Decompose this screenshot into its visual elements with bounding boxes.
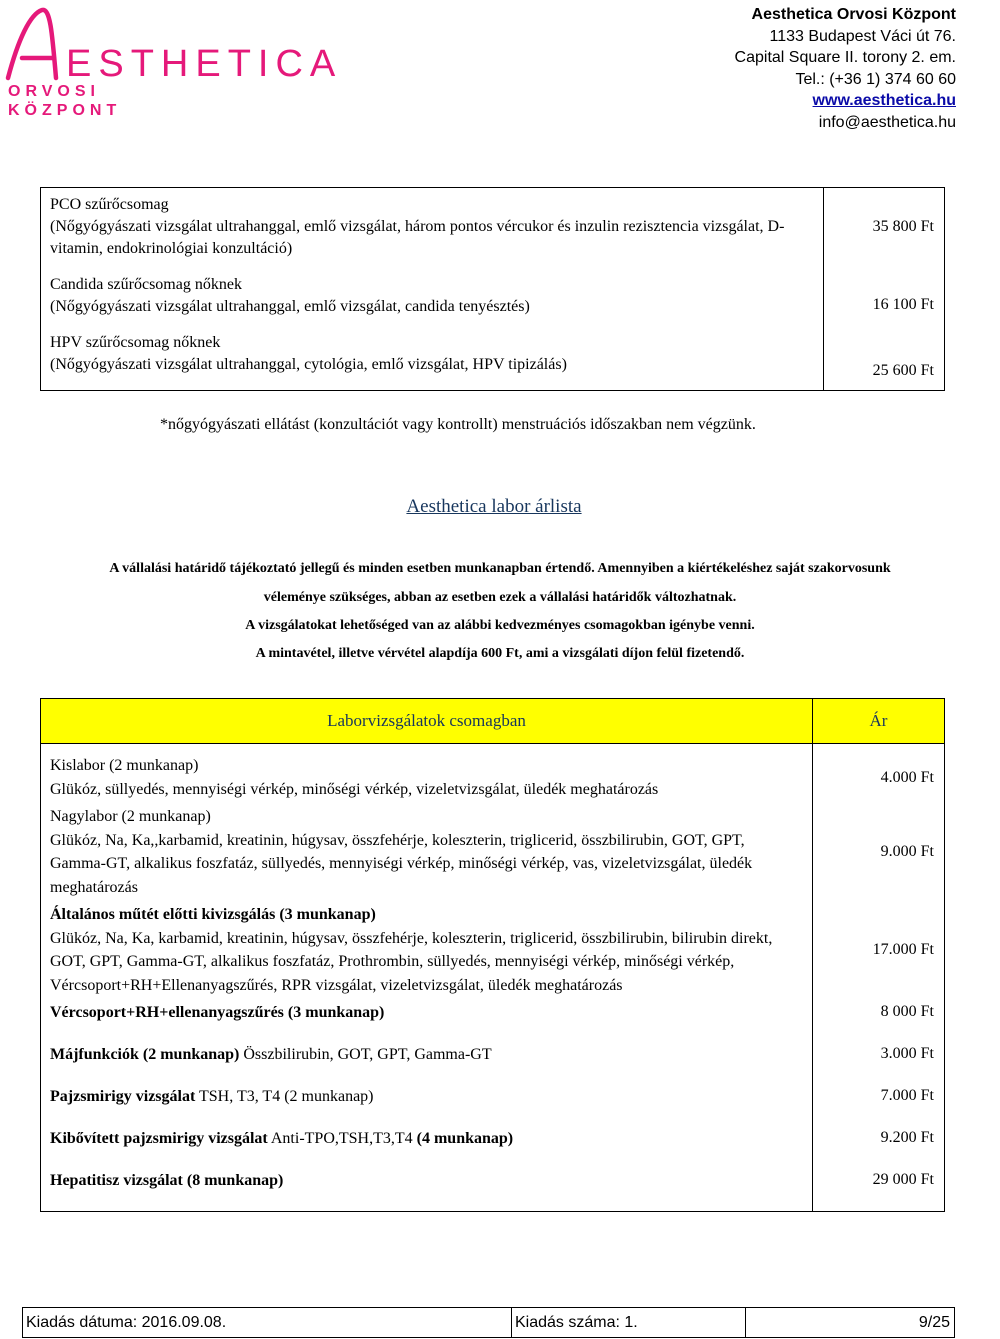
package-item [50, 194, 815, 260]
test-price: 4.000 Ft [813, 744, 945, 804]
package-title: HPV szűrőcsomag nőknek [50, 334, 221, 351]
test-title: Pajzsmirigy vizsgálat [50, 1088, 196, 1105]
test-title: Hepatitisz vizsgálat (8 munkanap) [50, 1172, 284, 1189]
test-cell [41, 803, 813, 901]
package-item [50, 274, 815, 318]
test-desc: TSH, T3, T4 [195, 1088, 285, 1105]
page-number: 9/25 [918, 1313, 950, 1331]
table-row [41, 901, 945, 999]
test-cell [41, 1041, 813, 1083]
package-price: 16 100 Ft [872, 296, 934, 313]
packages-price-cell [824, 188, 945, 391]
package-desc: (Nőgyógyászati vizsgálat ultrahanggal, emlő vizsgálat, három pontos vércukor és inzulin rezisztencia vizsgálat, D-vitamin, endokrinológiai konzultáció) [50, 218, 785, 257]
test-price: 17.000 Ft [813, 901, 945, 999]
clinic-building: Capital Square II. torony 2. em. [734, 49, 956, 66]
table-row [41, 744, 945, 804]
screening-packages-table [40, 187, 945, 391]
test-title: Vércsoport+RH+ellenanyagszűrés (3 munkanap) [50, 1004, 385, 1021]
table-row [41, 1125, 945, 1167]
package-price: 35 800 Ft [872, 218, 934, 235]
document-footer [22, 1307, 955, 1338]
test-price: 7.000 Ft [813, 1083, 945, 1125]
clinic-website-link[interactable]: www.aesthetica.hu [812, 92, 956, 109]
test-cell [41, 744, 813, 804]
test-cell [41, 1167, 813, 1212]
test-price: 9.200 Ft [813, 1125, 945, 1167]
svg-text:ORVOSI: ORVOSI [8, 83, 100, 100]
test-title: Kislabor (2 munkanap) [50, 757, 199, 774]
test-title: Nagylabor (2 munkanap) [50, 808, 211, 825]
test-desc: Összbilirubin, GOT, GPT, Gamma-GT [239, 1046, 492, 1063]
packages-description-cell [41, 188, 824, 391]
intro-line: véleménye szükséges, abban az esetben ezek a vállalási határidők változhatnak. [263, 590, 737, 605]
clinic-address [735, 4, 956, 133]
test-cell [41, 901, 813, 999]
table-row [41, 1041, 945, 1083]
table-row [41, 999, 945, 1041]
test-cell [41, 999, 813, 1041]
clinic-street: 1133 Budapest Váci út 76. [769, 27, 956, 45]
issue-number: Kiadás száma: 1. [512, 1308, 746, 1337]
svg-text:ESTHETICA: ESTHETICA [66, 43, 343, 85]
lab-tests-table [40, 698, 945, 1212]
clinic-phone: Tel.: (+36 1) 374 60 60 [795, 70, 956, 88]
test-price: 9.000 Ft [813, 803, 945, 901]
test-desc: Anti-TPO,TSH,T3,T4 [267, 1130, 417, 1147]
column-header-price: Ár [813, 699, 945, 744]
test-cell [41, 1125, 813, 1167]
issue-date: Kiadás dátuma: 2016.09.08. [23, 1308, 512, 1337]
package-desc: (Nőgyógyászati vizsgálat ultrahanggal, emlő vizsgálat, candida tenyésztés) [50, 298, 530, 315]
aesthetica-logo [0, 0, 343, 125]
test-price: 29 000 Ft [813, 1167, 945, 1212]
test-title: Kibővített pajzsmirigy vizsgálat [50, 1130, 268, 1147]
package-title: PCO szűrőcsomag [50, 196, 169, 213]
clinic-name: Aesthetica Orvosi Központ [751, 6, 956, 23]
table-row [41, 803, 945, 901]
package-desc: (Nőgyógyászati vizsgálat ultrahanggal, cytológia, emlő vizsgálat, HPV tipizálás) [50, 356, 567, 373]
test-title: Általános műtét előtti kivizsgálás (3 munkanap) [50, 906, 376, 923]
table-row [41, 1167, 945, 1212]
test-desc: Glükóz, Na, Ka, karbamid, kreatinin, húgysav, összfehérje, koleszterin, triglicerid, összbilirubin, bilirubin direkt, GOT, GPT, Gamma-GT, alkalikus foszfatáz, Prothrombin, süllyedés, mennyiségi vérkép, minőségi vérkép, Vércsoport+RH+Ellenanyagszűrés, RPR vizsgálat, vizeletvizsgálat, üledék meghatározás [50, 929, 773, 994]
column-header-tests: Laborvizsgálatok csomagban [41, 699, 813, 744]
lab-table-header [41, 699, 945, 744]
test-price: 3.000 Ft [813, 1041, 945, 1083]
svg-text:KÖZPONT: KÖZPONT [8, 102, 122, 119]
test-title: Májfunkciók (2 munkanap) [50, 1046, 240, 1063]
lab-price-list-title: Aesthetica labor árlista [406, 496, 582, 517]
intro-line: A vállalási határidő tájékoztató jellegű és minden esetben munkanapban értendő. Amennyiben a kiértékeléshez saját szakorvosunk [109, 561, 891, 576]
test-duration: (2 munkanap) [284, 1088, 374, 1105]
clinic-email: info@aesthetica.hu [818, 113, 956, 131]
package-item [50, 332, 815, 376]
package-title: Candida szűrőcsomag nőknek [50, 276, 242, 293]
gynecology-note: *nőgyógyászati ellátást (konzultációt vagy kontrollt) menstruációs időszakban nem végzünk. [160, 416, 756, 433]
test-duration: (4 munkanap) [416, 1130, 514, 1147]
test-cell [41, 1083, 813, 1125]
test-price: 8 000 Ft [813, 999, 945, 1041]
package-price: 25 600 Ft [872, 362, 934, 379]
test-desc: Glükóz, süllyedés, mennyiségi vérkép, minőségi vérkép, vizeletvizsgálat, üledék meghatározás [50, 780, 659, 798]
test-desc: Glükóz, Na, Ka,,karbamid, kreatinin, húgysav, összfehérje, koleszterin, triglicerid, összbilirubin, GOT, GPT, Gamma-GT, alkalikus foszfatáz, süllyedés, mennyiségi vérkép, minőségi vérkép, vas, vizeletvizsgálat, üledék meghatározás [50, 831, 753, 896]
intro-line: A mintavétel, illetve vérvétel alapdíja 600 Ft, ami a vizsgálati díjon felül fizetendő. [255, 646, 745, 661]
table-row [41, 1083, 945, 1125]
intro-line: A vizsgálatokat lehetőséged van az alábbi kedvezményes csomagokban igénybe venni. [245, 618, 755, 633]
